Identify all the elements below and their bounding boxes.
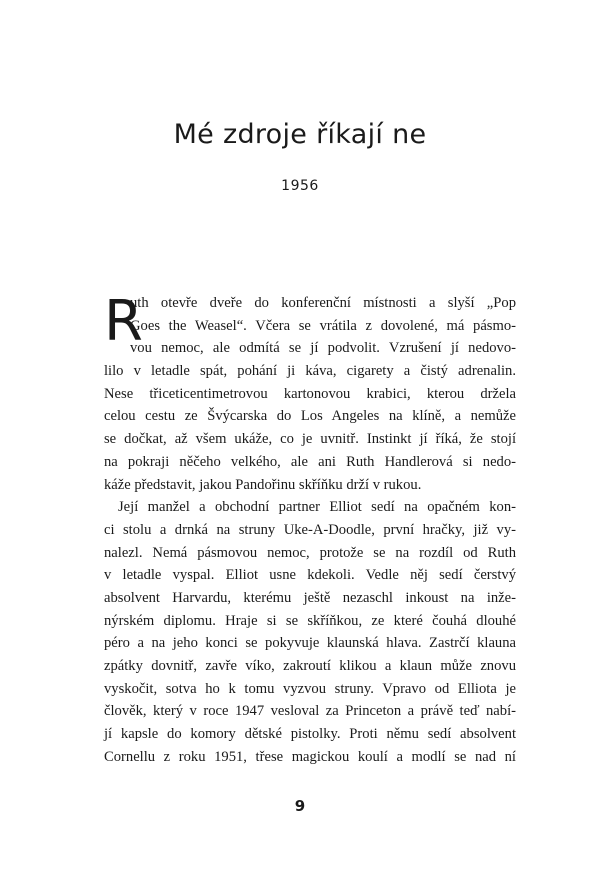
text-line: v letadle vyspal. Elliot usne kdekoli. Vedle něj sedí čerstvý [104, 567, 516, 584]
text-line: Nese třiceticentimetrovou kartonovou krabici, kterou držela [104, 385, 516, 402]
text-line: člověk, který v roce 1947 vesloval za Princeton a právě teď nabí- [104, 703, 516, 720]
chapter-year: 1956 [281, 178, 319, 194]
text-line: celou cestu ze Švýcarska do Los Angeles na klíně, a nemůže [104, 408, 516, 425]
text-line: vou nemoc, ale odmítá se jí podvolit. Vzrušení jí nedovo- [130, 340, 516, 357]
text-line: jí kapsle do komory dětské pistolky. Proti němu sedí absolvent [104, 726, 516, 743]
text-line: káže představit, jakou Pandořinu skříňku drží v rukou. [104, 476, 422, 493]
text-line: nalezl. Nemá pásmovou nemoc, protože se na rozdíl od Ruth [104, 544, 516, 561]
text-line: Goes the Weasel“. Včera se vrátila z dovolené, má pásmo- [130, 317, 516, 334]
text-line: Cornellu z roku 1951, třese magickou koulí a modlí se nad ní [104, 748, 516, 765]
chapter-title: Mé zdroje říkají ne [173, 119, 427, 150]
text-line: ci stolu a drnká na struny Uke-A-Doodle, první hračky, již vy- [104, 521, 516, 538]
text-line: na pokraji něčeho velkého, ale ani Ruth Handlerová si nedo- [104, 453, 516, 470]
text-line: uth otevře dveře do konferenční místnosti a slyší „Pop [130, 295, 516, 311]
drop-cap: R [104, 289, 143, 354]
page-number: 9 [294, 797, 306, 815]
body-text [104, 289, 516, 768]
text-line: zpátky dovnitř, zavře víko, zakroutí klikou a klaun může znovu [104, 658, 516, 674]
text-line: absolvent Harvardu, kterému ještě nezaschl inkoust na inže- [104, 589, 516, 606]
text-line: lilo v letadle spát, pohání ji káva, cigarety a čistý adrenalin. [104, 363, 516, 380]
text-line: se dočkat, až všem ukáže, co je uvnitř. Instinkt jí říká, že stojí [104, 431, 516, 448]
text-line: nýrském diplomu. Hraje si se skříňkou, ze které čouhá dlouhé [104, 612, 516, 629]
text-line: Její manžel a obchodní partner Elliot sedí na opačném kon- [118, 499, 516, 516]
text-line: péro a na jeho konci se pokyvuje klaunská hlava. Zastrčí klauna [104, 635, 516, 652]
text-line: vyskočit, sotva ho k tomu vyzvou struny. Vpravo od Elliota je [104, 680, 516, 697]
